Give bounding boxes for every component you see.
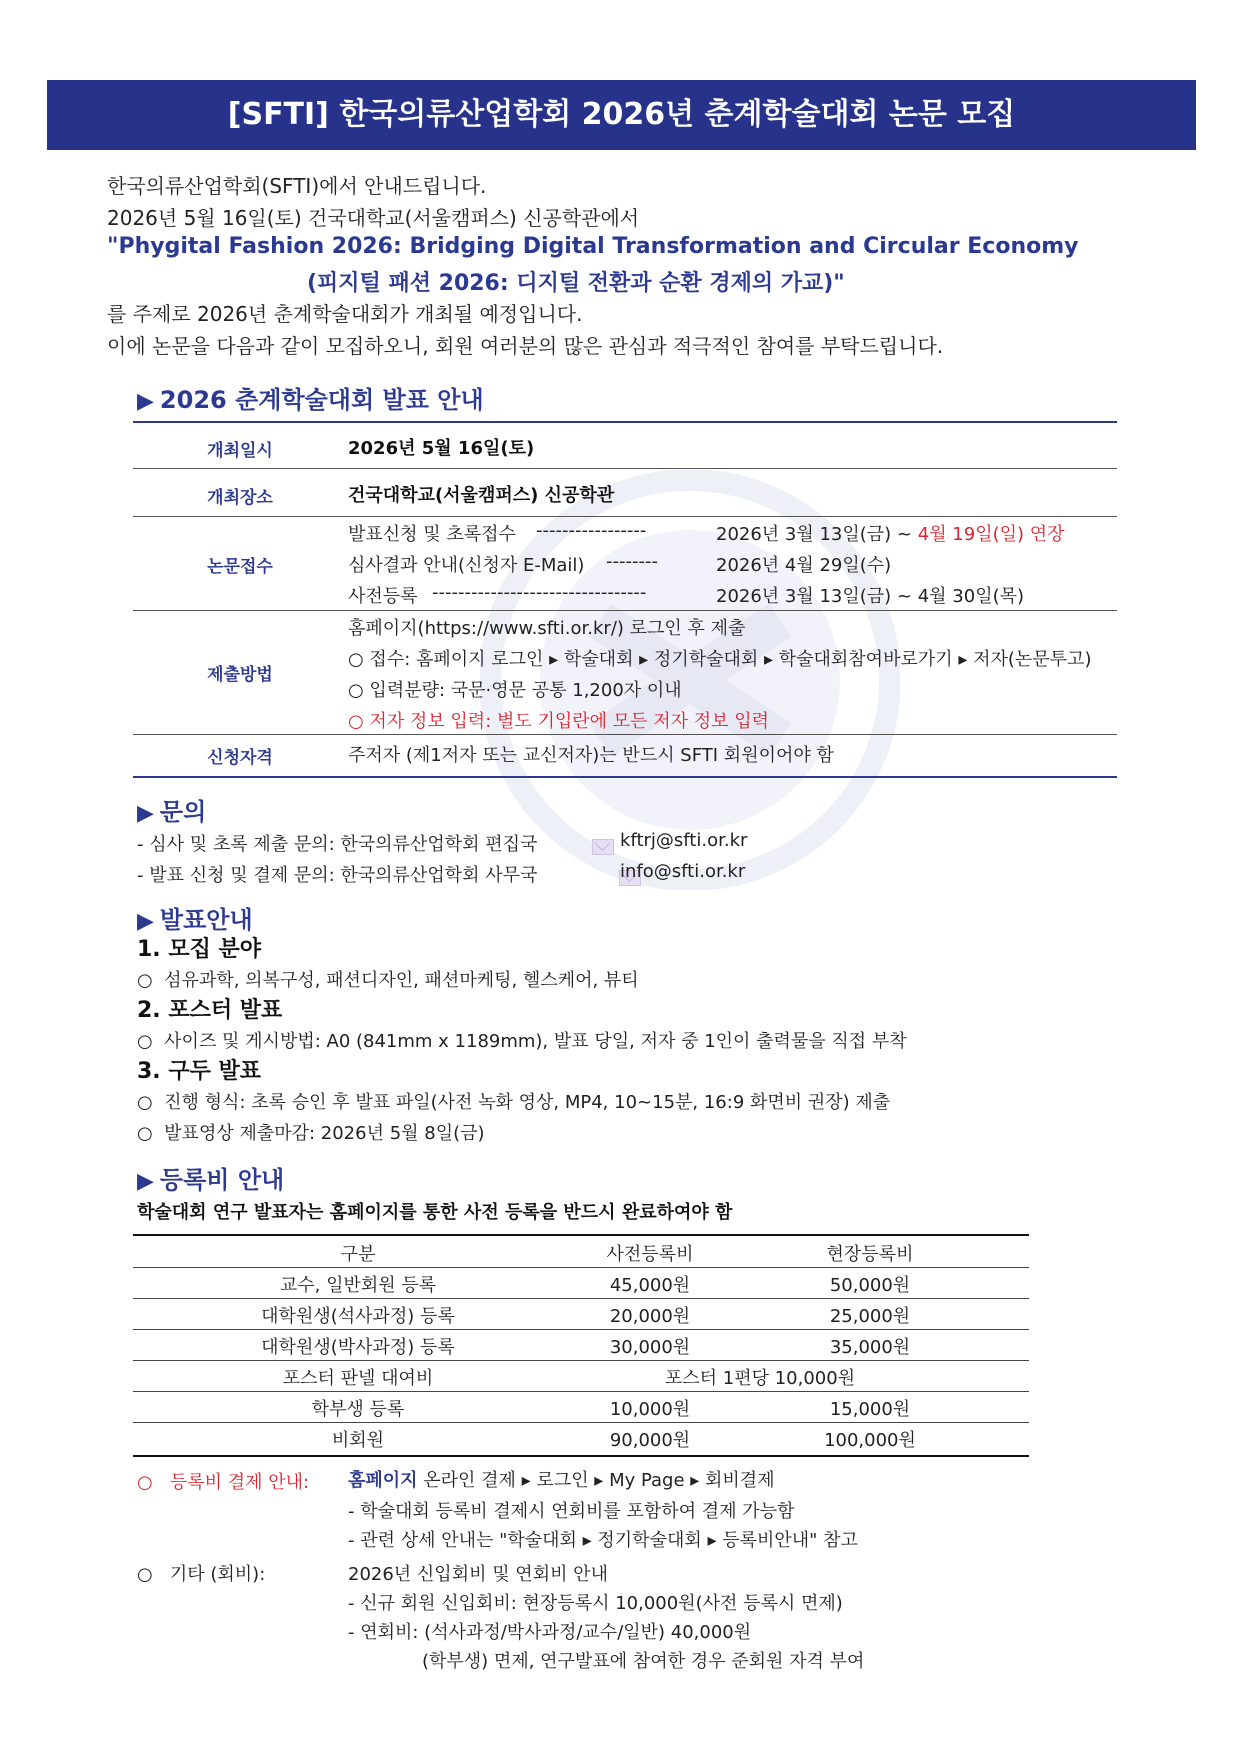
etc-line-3: - 연회비: (석사과정/박사과정/교수/일반) 40,000원 — [348, 1622, 752, 1643]
fee-table-top-rule — [133, 1234, 1029, 1236]
submission-item-abstract: 발표신청 및 초록접수 — [348, 524, 516, 545]
section-heading-text: 발표안내 — [159, 906, 253, 934]
circle-bullet-icon: ○ — [137, 1472, 153, 1493]
triangle-bullet-icon: ▶ — [137, 1169, 154, 1194]
fee-table-bottom-rule — [133, 1455, 1029, 1457]
dash-leader: --------------------------------- — [432, 582, 647, 603]
fee-row-poster-rental: 포스터 1편당 10,000원 — [664, 1368, 856, 1389]
theme-english: "Phygital Fashion 2026: Bridging Digital Transformation and Circular Economy — [107, 234, 1079, 259]
payment-sub-1: - 학술대회 등록비 결제시 연회비를 포함하여 결제 가능함 — [348, 1501, 795, 1522]
fee-row-onsite: 15,000원 — [829, 1399, 911, 1420]
divider — [133, 1298, 1029, 1299]
fee-row-onsite: 25,000원 — [829, 1306, 911, 1327]
intro-line-4: 이에 논문을 다음과 같이 모집하오니, 회원 여러분의 많은 관심과 적극적인 참여를 부탁드립니다. — [107, 334, 944, 358]
section-heading-text: 2026 춘계학술대회 발표 안내 — [159, 386, 484, 414]
oral-format-text: 진행 형식: 초록 승인 후 발표 파일(사전 녹화 영상, MP4, 10~15분, 16:9 화면비 권장) 제출 — [164, 1092, 891, 1113]
divider — [133, 468, 1117, 469]
mail-icon — [592, 839, 614, 855]
method-line-author-info: ○ 저자 정보 입력: 별도 기입란에 모든 저자 정보 입력 — [348, 711, 770, 732]
date-value: 2026년 5월 16일(토) — [348, 438, 535, 459]
section-heading-text: 등록비 안내 — [159, 1166, 285, 1194]
fee-row-category: 대학원생(석사과정) 등록 — [261, 1306, 455, 1327]
date-text: 2026년 3월 13일(금) ~ — [716, 524, 913, 545]
theme-korean: (피지털 패션 2026: 디지털 전환과 순환 경제의 가교)" — [307, 271, 845, 296]
submission-item-prereg: 사전등록 — [348, 586, 418, 607]
eligibility-label: 신청자격 — [207, 748, 273, 768]
subheading-poster: 2. 포스터 발표 — [137, 998, 283, 1023]
payment-steps — [348, 1466, 775, 1492]
intro-line-1: 한국의류산업학회(SFTI)에서 안내드립니다. — [107, 174, 487, 198]
fee-note: 학술대회 연구 발표자는 홈페이지를 통한 사전 등록을 반드시 완료하여야 함 — [137, 1202, 733, 1223]
method-line-2: ○ 접수: 홈페이지 로그인 ▸ 학술대회 ▸ 정기학술대회 ▸ 학술대회참여바로가기 ▸ 저자(논문투고) — [348, 649, 1092, 670]
fee-row-pre: 45,000원 — [609, 1275, 691, 1296]
section-heading-contact — [137, 792, 206, 827]
oral-deadline-text: 발표영상 제출마감: 2026년 5월 8일(금) — [164, 1123, 485, 1144]
payment-label — [137, 1468, 309, 1494]
divider — [133, 1391, 1029, 1392]
fields-item — [137, 966, 639, 992]
payment-label-text: 등록비 결제 안내: — [169, 1472, 310, 1493]
subheading-oral: 3. 구두 발표 — [137, 1059, 261, 1084]
section-heading-event-info — [137, 380, 484, 415]
payment-sub-2: - 관련 상세 안내는 "학술대회 ▸ 정기학술대회 ▸ 등록비안내" 참고 — [348, 1530, 858, 1551]
dash-leader: -------- — [606, 551, 658, 572]
fee-row-onsite: 50,000원 — [829, 1275, 911, 1296]
section-heading-presentation — [137, 900, 253, 935]
payment-steps-text: 온라인 결제 ▸ 로그인 ▸ My Page ▸ 회비결제 — [417, 1470, 775, 1491]
fee-row-pre: 10,000원 — [609, 1399, 691, 1420]
divider — [133, 1267, 1029, 1268]
submission-date-abstract — [716, 520, 1065, 546]
divider — [133, 1360, 1029, 1361]
divider — [133, 610, 1117, 611]
table-top-rule — [133, 421, 1117, 423]
fee-row-pre: 30,000원 — [609, 1337, 691, 1358]
fee-row-category: 포스터 판넬 대여비 — [282, 1368, 434, 1389]
poster-item — [137, 1027, 907, 1053]
contact-line-payment: - 발표 신청 및 결제 문의: 한국의류산업학회 사무국 — [137, 865, 538, 886]
triangle-bullet-icon: ▶ — [137, 909, 154, 934]
fee-row-pre: 20,000원 — [609, 1306, 691, 1327]
intro-line-2: 2026년 5월 16일(토) 건국대학교(서울캠퍼스) 신공학관에서 — [107, 206, 640, 230]
fee-row-onsite: 100,000원 — [824, 1430, 916, 1451]
oral-item-format — [137, 1088, 890, 1114]
circle-bullet-icon: ○ — [137, 1123, 153, 1144]
fee-row-category: 대학원생(박사과정) 등록 — [261, 1337, 455, 1358]
poster-text: 사이즈 및 게시방법: A0 (841mm x 1189mm), 발표 당일, 저자 중 1인이 출력물을 직접 부착 — [164, 1031, 907, 1052]
fee-header-onsite: 현장등록비 — [826, 1244, 914, 1265]
method-line-3: ○ 입력분량: 국문·영문 공통 1,200자 이내 — [348, 680, 682, 701]
extended-deadline: 4월 19일(일) 연장 — [917, 524, 1065, 545]
submission-item-review: 심사결과 안내(신청자 E-Mail) — [348, 555, 585, 576]
etc-label-text: 기타 (회비): — [169, 1564, 266, 1585]
contact-email-office[interactable]: info@sfti.or.kr — [620, 861, 746, 882]
circle-bullet-icon: ○ — [137, 1031, 153, 1052]
section-heading-fees — [137, 1160, 284, 1195]
fee-row-category: 학부생 등록 — [311, 1399, 405, 1420]
fee-row-onsite: 35,000원 — [829, 1337, 911, 1358]
table-bottom-rule — [133, 776, 1117, 778]
eligibility-value: 주저자 (제1저자 또는 교신저자)는 반드시 SFTI 회원이어야 함 — [348, 745, 834, 766]
dash-leader: ----------------- — [536, 520, 647, 541]
etc-line-2: - 신규 회원 신입회비: 현장등록시 10,000원(사전 등록시 면제) — [348, 1593, 843, 1614]
method-line-1: 홈페이지(https://www.sfti.or.kr/) 로그인 후 제출 — [348, 618, 746, 639]
submission-label: 논문접수 — [207, 557, 273, 577]
triangle-bullet-icon: ▶ — [137, 389, 154, 414]
place-value: 건국대학교(서울캠퍼스) 신공학관 — [348, 485, 615, 506]
circle-bullet-icon: ○ — [137, 970, 153, 991]
submission-date-prereg: 2026년 3월 13일(금) ~ 4월 30일(목) — [716, 586, 1025, 607]
fee-header-pre: 사전등록비 — [606, 1244, 694, 1265]
contact-line-review: - 심사 및 초록 제출 문의: 한국의류산업학회 편집국 — [137, 834, 538, 855]
fee-row-category: 교수, 일반회원 등록 — [279, 1275, 437, 1296]
date-label: 개최일시 — [207, 441, 273, 461]
triangle-bullet-icon: ▶ — [137, 801, 154, 826]
section-heading-text: 문의 — [159, 798, 207, 826]
homepage-link[interactable]: 홈페이지 — [348, 1470, 418, 1491]
subheading-fields: 1. 모집 분야 — [137, 937, 261, 962]
divider — [133, 734, 1117, 735]
fee-row-pre: 90,000원 — [609, 1430, 691, 1451]
etc-label — [137, 1560, 265, 1586]
etc-line-1: 2026년 신입회비 및 연회비 안내 — [348, 1564, 608, 1585]
circle-bullet-icon: ○ — [137, 1092, 153, 1113]
oral-item-deadline — [137, 1119, 485, 1145]
fee-row-category: 비회원 — [331, 1430, 385, 1451]
submission-date-review: 2026년 4월 29일(수) — [716, 555, 892, 576]
divider — [133, 516, 1117, 517]
place-label: 개최장소 — [207, 488, 273, 508]
fee-header-category: 구분 — [340, 1244, 376, 1265]
fields-text: 섬유과학, 의복구성, 패션디자인, 패션마케팅, 헬스케어, 뷰티 — [164, 970, 639, 991]
etc-line-4: (학부생) 면제, 연구발표에 참여한 경우 준회원 자격 부여 — [422, 1651, 865, 1672]
divider — [133, 1329, 1029, 1330]
contact-email-editorial[interactable]: kftrj@sfti.or.kr — [620, 830, 748, 851]
method-label: 제출방법 — [207, 665, 273, 685]
page-title-banner: [SFTI] 한국의류산업학회 2026년 춘계학술대회 논문 모집 — [47, 80, 1196, 150]
circle-bullet-icon: ○ — [137, 1564, 153, 1585]
divider — [133, 1422, 1029, 1423]
intro-line-3: 를 주제로 2026년 춘계학술대회가 개최될 예정입니다. — [107, 302, 583, 326]
